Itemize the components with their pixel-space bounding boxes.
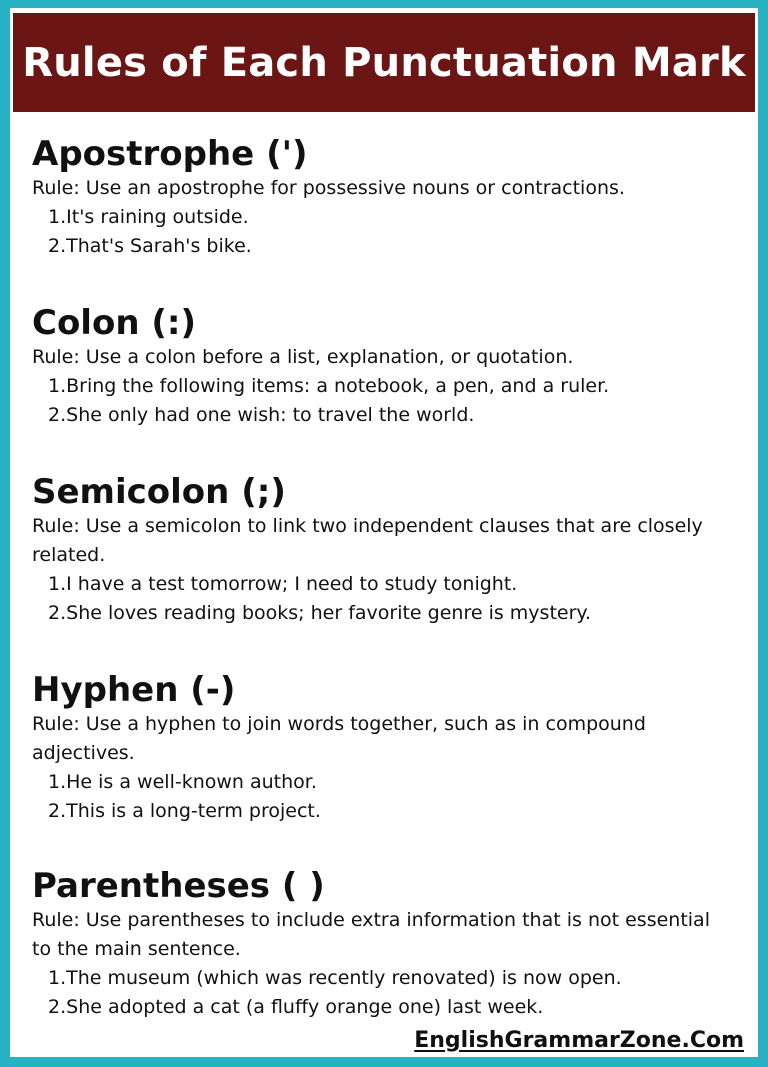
section-rule: Rule: Use a colon before a list, explanation, or quotation.: [32, 346, 574, 368]
example-item: [32, 768, 732, 797]
section-heading: Apostrophe ('): [32, 134, 308, 174]
example-number: 2.: [48, 800, 67, 822]
section-heading: Colon (:): [32, 303, 197, 343]
title-banner: [13, 13, 755, 112]
example-number: 2.: [48, 996, 67, 1018]
example-number: 1.: [48, 375, 67, 397]
example-text: It's raining outside.: [66, 206, 249, 228]
section-colon: [32, 303, 732, 430]
example-number: 1.: [48, 771, 67, 793]
example-item: [32, 570, 732, 599]
section-rule: Rule: Use a hyphen to join words together, such as in compound adjectives.: [32, 713, 646, 764]
section-rule: Rule: Use an apostrophe for possessive nouns or contractions.: [32, 177, 625, 199]
example-item: [32, 401, 732, 430]
example-text: Bring the following items: a notebook, a pen, and a ruler.: [66, 375, 610, 397]
example-number: 2.: [48, 602, 67, 624]
section-heading: Parentheses ( ): [32, 866, 325, 906]
section-heading: Semicolon (;): [32, 472, 286, 512]
example-text: She adopted a cat (a fluffy orange one) last week.: [66, 996, 544, 1018]
example-number: 1.: [48, 206, 67, 228]
example-number: 2.: [48, 235, 67, 257]
example-item: [32, 964, 732, 993]
example-item: [32, 203, 732, 232]
example-item: [32, 797, 732, 826]
example-text: This is a long-term project.: [66, 800, 321, 822]
example-text: That's Sarah's bike.: [66, 235, 252, 257]
example-list: [32, 203, 732, 261]
example-item: [32, 599, 732, 628]
example-text: She only had one wish: to travel the world.: [66, 404, 475, 426]
section-rule: Rule: Use a semicolon to link two independent clauses that are closely related.: [32, 515, 703, 566]
example-number: 1.: [48, 967, 67, 989]
example-item: [32, 993, 732, 1022]
site-watermark: EnglishGrammarZone.Com: [414, 1028, 744, 1053]
example-list: [32, 768, 732, 826]
example-text: The museum (which was recently renovated) is now open.: [66, 967, 622, 989]
section-hyphen: [32, 670, 732, 826]
section-rule: Rule: Use parentheses to include extra information that is not essential to the main sentence.: [32, 909, 710, 960]
example-text: He is a well-known author.: [66, 771, 317, 793]
example-number: 2.: [48, 404, 67, 426]
example-list: [32, 372, 732, 430]
example-item: [32, 372, 732, 401]
page-title: Rules of Each Punctuation Mark: [22, 39, 746, 86]
example-item: [32, 232, 732, 261]
example-list: [32, 570, 732, 628]
example-list: [32, 964, 732, 1022]
section-heading: Hyphen (-): [32, 670, 236, 710]
section-parentheses: [32, 866, 732, 1022]
example-number: 1.: [48, 573, 67, 595]
section-apostrophe: [32, 134, 732, 261]
section-semicolon: [32, 472, 732, 628]
example-text: She loves reading books; her favorite genre is mystery.: [66, 602, 591, 624]
example-text: I have a test tomorrow; I need to study tonight.: [66, 573, 518, 595]
